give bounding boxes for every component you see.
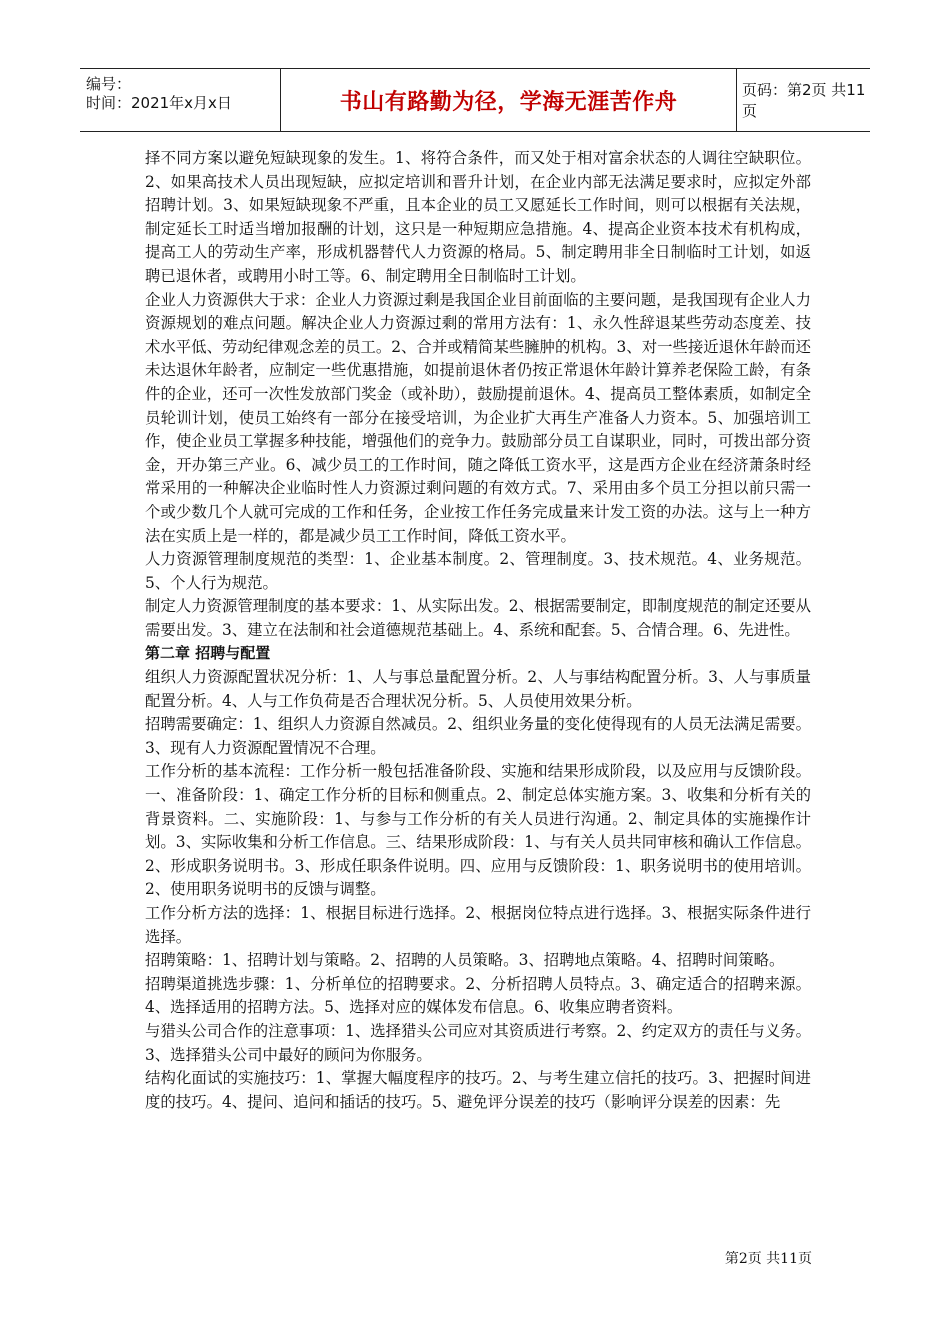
- header-motto: 书山有路勤为径，学海无涯苦作舟: [280, 69, 737, 131]
- body-paragraph: 工作分析方法的选择：1、根据目标进行选择。2、根据岗位特点进行选择。3、根据实际条件进行选择。: [145, 904, 811, 946]
- body-paragraph: 招聘策略：1、招聘计划与策略。2、招聘的人员策略。3、招聘地点策略。4、招聘时间策略。: [145, 951, 785, 970]
- body-paragraph: 人力资源管理制度规范的类型：1、企业基本制度。2、管理制度。3、技术规范。4、业务规范。5、个人行为规范。: [145, 550, 811, 592]
- body-paragraph: 制定人力资源管理制度的基本要求：1、从实际出发。2、根据需要制定，即制度规范的制定还要从需要出发。3、建立在法制和社会道德规范基础上。4、系统和配套。5、合情合理。6、先进性。: [145, 597, 811, 639]
- header-info-cell: [80, 69, 280, 131]
- body-paragraph: 招聘渠道挑选步骤：1、分析单位的招聘要求。2、分析招聘人员特点。3、确定适合的招聘来源。4、选择适用的招聘方法。5、选择对应的媒体发布信息。6、收集应聘者资料。: [145, 974, 811, 1017]
- chapter-heading: 第二章 招聘与配置: [145, 644, 271, 663]
- document-number-label: 编号：: [86, 75, 132, 93]
- page-header: [80, 68, 870, 132]
- body-paragraph: 择不同方案以避免短缺现象的发生。1、将符合条件，而又处于相对富余状态的人调往空缺职位。2、如果高技术人员出现短缺，应拟定培训和晋升计划，在企业内部无法满足要求时，应拟定外部招聘计划。3、如果短缺现象不严重，且本企业的员工又愿延长工作时间，则可以根据有关法规，制定延长工时适当增加报酬的计划，这只是一种短期应急措施。4、提高企业资本技术有机构成，提高工人的劳动生产率，形成机器替代人力资源的格局。5、制定聘用非全日制临时工计划，如返聘已退休者，或聘用小时工等。6、制定聘用全日制临时工计划。: [145, 149, 811, 285]
- body-paragraph: 结构化面试的实施技巧：1、掌握大幅度程序的技巧。2、与考生建立信托的技巧。3、把握时间进度的技巧。4、提问、追问和插话的技巧。5、避免评分误差的技巧（影响评分误差的因素：先: [145, 1069, 811, 1111]
- body-paragraph: 与猎头公司合作的注意事项：1、选择猎头公司应对其资质进行考察。2、约定双方的责任与义务。3、选择猎头公司中最好的顾问为你服务。: [145, 1021, 811, 1064]
- body-paragraph: 工作分析的基本流程：工作分析一般包括准备阶段、实施和结果形成阶段，以及应用与反馈阶段。一、准备阶段：1、确定工作分析的目标和侧重点。2、制定总体实施方案。3、收集和分析有关的背景资料。二、实施阶段：1、与参与工作分析的有关人员进行沟通。2、制定具体的实施操作计划。3、实际收集和分析工作信息。三、结果形成阶段：1、与有关人员共同审核和确认工作信息。2、形成职务说明书。3、形成任职条件说明。四、应用与反馈阶段：1、职务说明书的使用培训。2、使用职务说明书的反馈与调整。: [145, 762, 811, 899]
- body-paragraph: 组织人力资源配置状况分析：1、人与事总量配置分析。2、人与事结构配置分析。3、人与事质量配置分析。4、人与工作负荷是否合理状况分析。5、人员使用效果分析。: [145, 668, 811, 710]
- page-footer: 第2页 共11页: [724, 1251, 812, 1267]
- body-paragraph: 企业人力资源供大于求：企业人力资源过剩是我国企业目前面临的主要问题，是我国现有企业人力资源规划的难点问题。解决企业人力资源过剩的常用方法有：1、永久性辞退某些劳动态度差、技术水平低、劳动纪律观念差的员工。2、合并或精简某些臃肿的机构。3、对一些接近退休年龄而还未达退休年龄者，应制定一些优惠措施，如提前退休者仍按正常退休年龄计算养老保险工龄，有条件的企业，还可一次性发放部门奖金（或补助），鼓励提前退休。4、提高员工整体素质，如制定全员轮训计划，使员工始终有一部分在接受培训，为企业扩大再生产准备人力资本。5、加强培训工作，使企业员工掌握多种技能，增强他们的竞争力。鼓励部分员工自谋职业，同时，可拨出部分资金，开办第三产业。6、减少员工的工作时间，随之降低工资水平，这是西方企业在经济萧条时经常采用的一种解决企业临时性人力资源过剩问题的有效方式。7、采用由多个员工分担以前只需一个或少数几个人就可完成的工作和任务，企业按工作任务完成量来计发工资的办法。这与上一种方法在实质上是一样的，都是减少员工工作时间，降低工资水平。: [145, 290, 811, 545]
- document-body: [145, 147, 811, 1114]
- body-paragraph: 招聘需要确定：1、组织人力资源自然减员。2、组织业务量的变化使得现有的人员无法满足需要。3、现有人力资源配置情况不合理。: [145, 715, 811, 757]
- document-date-label: 时间：2021年x月x日: [86, 94, 232, 112]
- header-page-number: 页码：第2页 共11页: [742, 81, 866, 120]
